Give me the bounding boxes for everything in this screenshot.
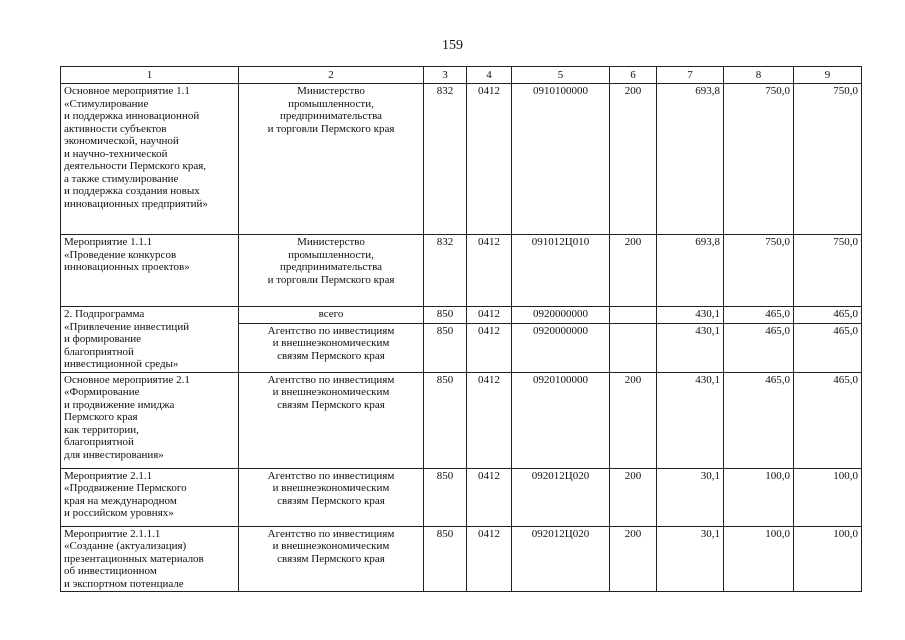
program-name-line: и поддержка инновационной	[64, 110, 200, 122]
table-row	[61, 526, 862, 592]
program-name	[61, 526, 239, 592]
program-name-line: как территории,	[64, 423, 139, 436]
amount-col7: 30,1	[657, 526, 724, 592]
responsible-agency-line: и внешнеэкономическим	[272, 386, 390, 398]
responsible-agency-line: Министерство	[297, 236, 365, 248]
program-name-line: Пермского края	[64, 411, 138, 423]
code-col6: 200	[610, 235, 657, 307]
responsible-agency	[239, 307, 424, 324]
program-name-line: и экспортном потенциале	[64, 577, 184, 590]
program-name-line: экономической, научной	[64, 135, 179, 147]
code-col5: 0920000000	[512, 323, 610, 372]
program-name-line: Основное мероприятие 1.1	[64, 85, 190, 97]
program-name-line: и российском уровнях»	[64, 507, 174, 519]
header-cell: 1	[61, 67, 239, 84]
amount-col9: 100,0	[794, 526, 862, 592]
amount-col7: 30,1	[657, 468, 724, 526]
amount-col9: 750,0	[794, 235, 862, 307]
program-name-line: благоприятной	[64, 436, 134, 448]
amount-col9: 465,0	[794, 372, 862, 468]
page-number: 159	[442, 38, 463, 53]
program-name	[61, 307, 239, 373]
program-name	[61, 84, 239, 235]
responsible-agency-line: промышленности,	[288, 248, 374, 261]
amount-col9: 750,0	[794, 84, 862, 235]
code-col6: 200	[610, 468, 657, 526]
program-name-line: для инвестирования»	[64, 448, 164, 461]
responsible-agency-line: связям Пермского края	[277, 349, 385, 362]
code-col6: 200	[610, 84, 657, 235]
code-col5: 091012Ц010	[512, 235, 610, 307]
responsible-agency-line: Агентство по инвестициям	[267, 324, 395, 337]
code-col3: 850	[424, 526, 467, 592]
amount-col7: 693,8	[657, 235, 724, 307]
program-name-line: и научно-технической	[64, 147, 168, 160]
table-row	[61, 307, 862, 324]
responsible-agency	[239, 526, 424, 592]
program-name-line: деятельности Пермского края,	[64, 160, 207, 172]
responsible-agency	[239, 468, 424, 526]
code-col3: 832	[424, 235, 467, 307]
program-name-line: Основное мероприятие 2.1	[64, 373, 190, 386]
header-cell: 9	[794, 67, 862, 84]
program-name-line: и продвижение имиджа	[64, 398, 175, 411]
amount-col8: 750,0	[724, 235, 794, 307]
responsible-agency	[239, 84, 424, 235]
code-col5: 0920000000	[512, 307, 610, 324]
code-col3: 850	[424, 468, 467, 526]
program-name-line: презентационных материалов	[64, 552, 204, 565]
header-cell: 4	[467, 67, 512, 84]
amount-col7: 430,1	[657, 307, 724, 324]
amount-col9: 100,0	[794, 468, 862, 526]
header-cell: 2	[239, 67, 424, 84]
amount-col7: 693,8	[657, 84, 724, 235]
program-name	[61, 372, 239, 468]
amount-col8: 465,0	[724, 372, 794, 468]
responsible-agency	[239, 323, 424, 372]
amount-col9: 465,0	[794, 307, 862, 324]
amount-col7: 430,1	[657, 323, 724, 372]
header-cell: 8	[724, 67, 794, 84]
responsible-agency-line: предпринимательства	[279, 261, 383, 273]
program-name-line: инновационных проектов»	[64, 261, 190, 273]
program-name-line: 2. Подпрограмма	[64, 308, 145, 320]
header-cell: 6	[610, 67, 657, 84]
table-row	[61, 84, 862, 235]
code-col4: 0412	[467, 235, 512, 307]
responsible-agency-line: и внешнеэкономическим	[272, 482, 390, 494]
responsible-agency-line: Агентство по инвестициям	[267, 373, 395, 386]
program-name-line: «Проведение конкурсов	[64, 248, 177, 261]
responsible-agency-line: Министерство	[297, 85, 365, 97]
table-row	[61, 372, 862, 468]
responsible-agency-line: Агентство по инвестициям	[267, 469, 395, 482]
amount-col8: 100,0	[724, 468, 794, 526]
code-col5: 092012Ц020	[512, 526, 610, 592]
responsible-agency-line: Агентство по инвестициям	[267, 527, 395, 540]
program-name-line: инновационных предприятий»	[64, 197, 208, 210]
program-name-line: «Продвижение Пермского	[64, 482, 187, 494]
responsible-agency-line: промышленности,	[288, 97, 374, 110]
responsible-agency-line: всего	[318, 308, 344, 320]
program-name-line: «Формирование	[64, 386, 140, 398]
code-col6	[610, 307, 657, 324]
responsible-agency-line: и торговли Пермского края	[267, 273, 395, 286]
program-name-line: «Привлечение инвестиций	[64, 320, 190, 333]
responsible-agency	[239, 372, 424, 468]
code-col4: 0412	[467, 372, 512, 468]
amount-col8: 465,0	[724, 307, 794, 324]
amount-col8: 750,0	[724, 84, 794, 235]
program-name	[61, 468, 239, 526]
code-col3: 850	[424, 323, 467, 372]
code-col6	[610, 323, 657, 372]
responsible-agency-line: и внешнеэкономическим	[272, 540, 390, 552]
responsible-agency-line: связям Пермского края	[277, 552, 385, 565]
program-name-line: края на международном	[64, 494, 177, 507]
amount-col8: 465,0	[724, 323, 794, 372]
header-cell: 3	[424, 67, 467, 84]
program-name-line: Мероприятие 1.1.1	[64, 236, 153, 248]
responsible-agency-line: и торговли Пермского края	[267, 122, 395, 135]
responsible-agency-line: и внешнеэкономическим	[272, 337, 390, 350]
responsible-agency-line: связям Пермского края	[277, 494, 385, 507]
program-name-line: и поддержка создания новых	[64, 185, 200, 197]
program-name-line: а также стимулирование	[64, 172, 179, 185]
code-col3: 850	[424, 372, 467, 468]
program-name-line: благоприятной	[64, 345, 134, 358]
header-row	[61, 67, 862, 84]
code-col4: 0412	[467, 468, 512, 526]
code-col6: 200	[610, 526, 657, 592]
program-name-line: активности субъектов	[64, 122, 167, 135]
header-cell: 7	[657, 67, 724, 84]
amount-col9: 465,0	[794, 323, 862, 372]
budget-table	[60, 66, 862, 592]
code-col4: 0412	[467, 323, 512, 372]
code-col5: 0920100000	[512, 372, 610, 468]
program-name-line: «Стимулирование	[64, 97, 149, 110]
code-col5: 092012Ц020	[512, 468, 610, 526]
program-name-line: «Создание (актуализация)	[64, 540, 187, 552]
code-col4: 0412	[467, 526, 512, 592]
program-name	[61, 235, 239, 307]
code-col6: 200	[610, 372, 657, 468]
header-cell: 5	[512, 67, 610, 84]
responsible-agency	[239, 235, 424, 307]
responsible-agency-line: связям Пермского края	[277, 398, 385, 411]
table-row	[61, 468, 862, 526]
code-col5: 0910100000	[512, 84, 610, 235]
program-name-line: Мероприятие 2.1.1.1	[64, 527, 161, 540]
program-name-line: и формирование	[64, 333, 142, 345]
program-name-line: инвестиционной среды»	[64, 358, 179, 370]
responsible-agency-line: предпринимательства	[279, 110, 383, 122]
amount-col8: 100,0	[724, 526, 794, 592]
table-row	[61, 235, 862, 307]
code-col3: 850	[424, 307, 467, 324]
code-col3: 832	[424, 84, 467, 235]
amount-col7: 430,1	[657, 372, 724, 468]
code-col4: 0412	[467, 84, 512, 235]
program-name-line: об инвестиционном	[64, 565, 157, 577]
code-col4: 0412	[467, 307, 512, 324]
program-name-line: Мероприятие 2.1.1	[64, 469, 153, 482]
